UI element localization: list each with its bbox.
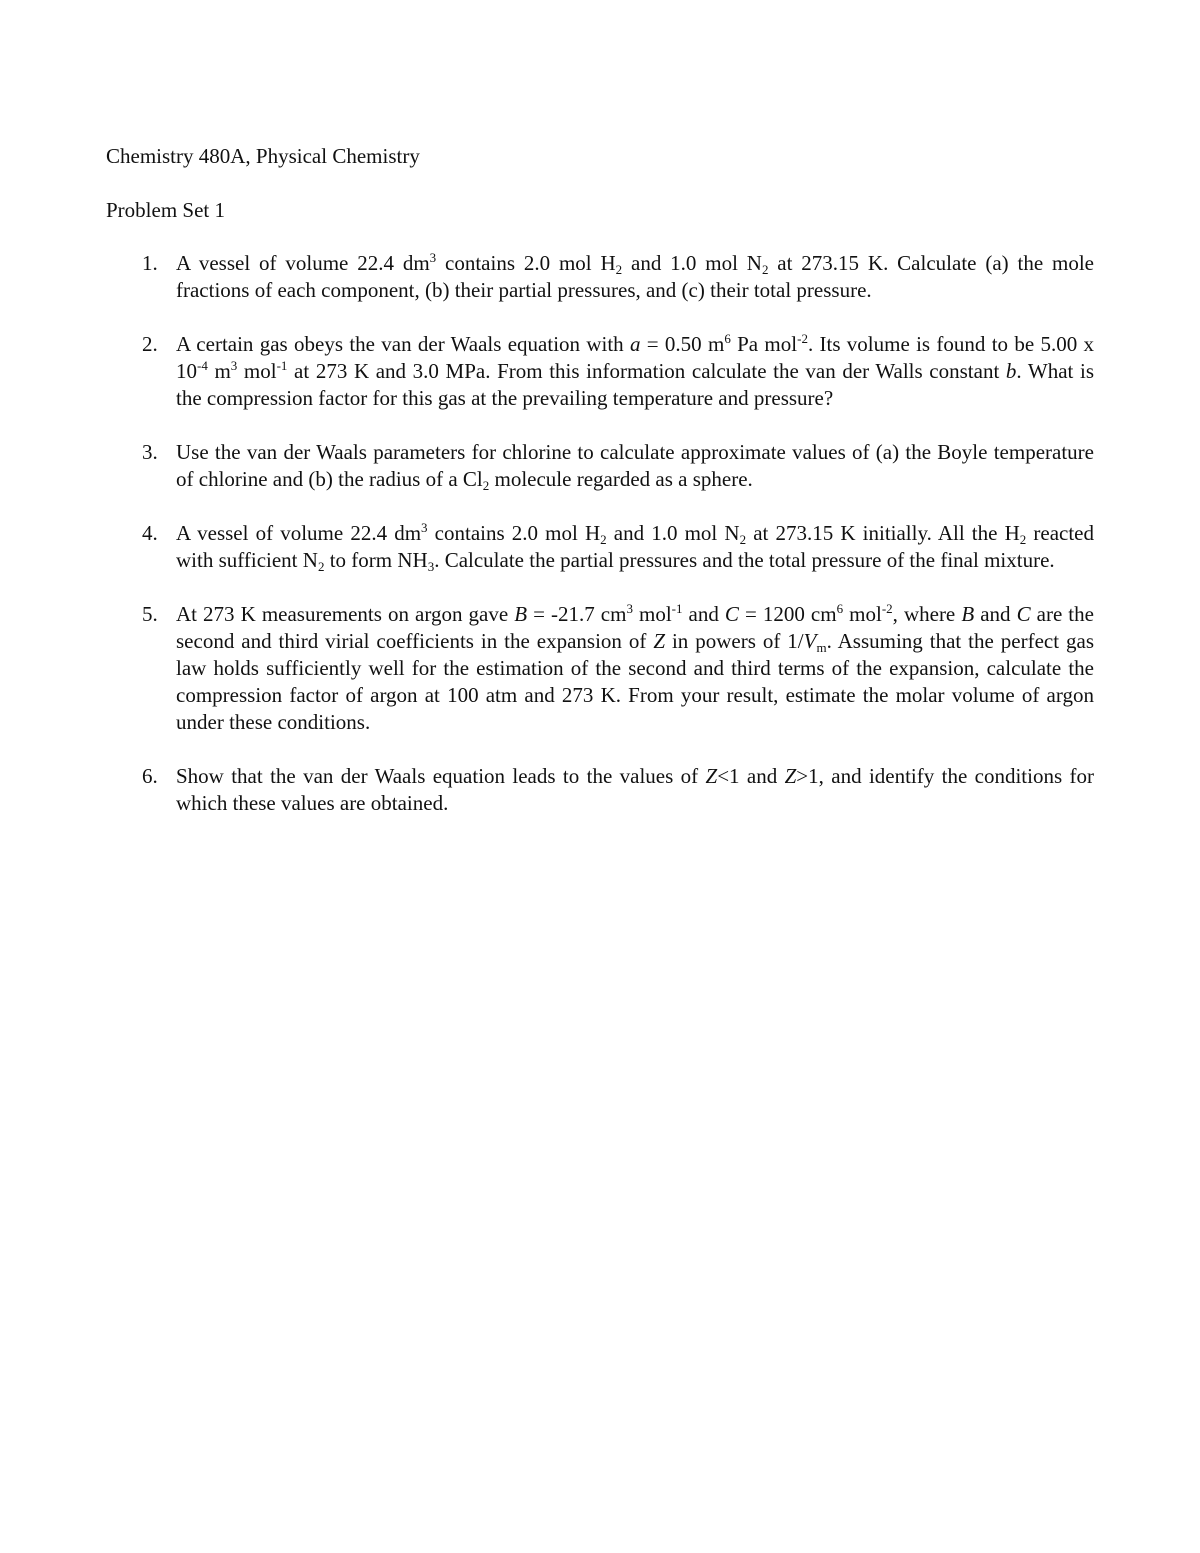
problem-text: A vessel of volume 22.4 $dm^3$ contains 2.0 mol $H_2$ and 1.0 mol $N_2$ at 273.15 K initially. All the $H_2$ reacted with sufficient $N_2$ to form $NH_3$. Calculate the partial pressures and the total pressure of the final mixture. bbox=[176, 520, 1094, 574]
problem-number: 2. bbox=[142, 332, 158, 356]
problem-number: 5. bbox=[142, 602, 158, 626]
problem-text: Show that the van der Waals equation leads to the values of Z<1 and Z>1, and identify the conditions for which these values are obtained. bbox=[176, 764, 1094, 815]
problem-item-2 bbox=[106, 331, 1094, 412]
problem-text: A vessel of volume 22.4 $dm^3$ contains 2.0 mol $H_2$ and 1.0 mol $N_2$ at 273.15 K. Calculate (a) the mole fractions of each component, (b) their partial pressures, and (c) their total pressure. bbox=[176, 250, 1094, 302]
problem-text: Use the van der Waals parameters for chlorine to calculate approximate values of (a) the Boyle temperature of chlorine and (b) the radius of a $Cl_2$ molecule regarded as a sphere. bbox=[176, 440, 1094, 493]
course-title: Chemistry 480A, Physical Chemistry bbox=[106, 144, 420, 168]
problem-list bbox=[106, 250, 1094, 844]
problem-number: 3. bbox=[142, 440, 158, 464]
problem-number: 6. bbox=[142, 764, 158, 788]
problem-item-1 bbox=[106, 250, 1094, 304]
problem-number: 4. bbox=[142, 521, 158, 545]
problem-text: At 273 K measurements on argon gave B = -21.7 $cm^3$ mol$^{-1}$ and C = 1200 $cm^6$ mol$^{-2}$, where B and C are the second and third virial coefficients in the expansion of Z in powers of $1/V_m$. Assuming that the perfect gas law holds sufficiently well for the estimation of the second and third terms of the expansion, calculate the compression factor of argon at 100 atm and 273 K. From your result, estimate the molar volume of argon under these conditions. bbox=[176, 601, 1094, 734]
problem-set-title: Problem Set 1 bbox=[106, 198, 225, 222]
problem-item-3 bbox=[106, 439, 1094, 493]
problem-number: 1. bbox=[142, 251, 158, 275]
problem-text: A certain gas obeys the van der Waals equation with a = 0.50 $m^6$ Pa mol$^{-2}$. Its volume is found to be 5.00 x $10^{-4}$ $m^3$ mol$^{-1}$ at 273 K and 3.0 MPa. From this information calculate the van der Walls constant b. What is the compression factor for this gas at the prevailing temperature and pressure? bbox=[176, 331, 1095, 410]
problem-item-5 bbox=[106, 601, 1094, 736]
problem-item-6 bbox=[106, 763, 1094, 817]
problem-item-4 bbox=[106, 520, 1094, 574]
